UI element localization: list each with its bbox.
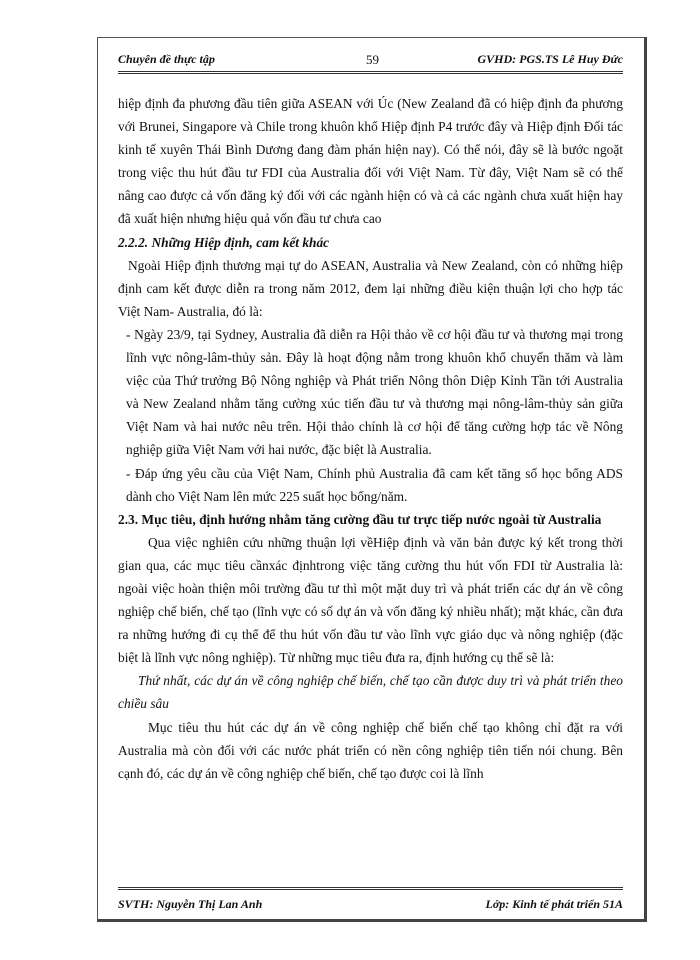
header-title: Chuyên đề thực tập <box>118 52 215 66</box>
page-footer <box>118 897 623 913</box>
bullet-sydney-workshop: - Ngày 23/9, tại Sydney, Australia đã diễn ra Hội thảo về cơ hội đầu tư và thương mại trong lĩnh vực nông-lâm-thủy sản. Đây là hoạt động nằm trong khuôn khổ chuyến thăm và làm việc của Thứ trưởng Bộ Nông nghiệp và Phát triển Nông thôn Diệp Kỉnh Tần tới Australia và New Zealand nhằm tăng cường xúc tiến đầu tư và thương mại nông-lâm-thủy sản giữa Việt Nam và hai nước nêu trên. Hội thảo chính là cơ hội để tăng cường hợp tác về Nông nghiệp giữa Việt Nam với hai nước, đặc biệt là Australia. <box>126 326 623 458</box>
bullet-ads-scholarship: - Đáp ứng yêu cầu của Việt Nam, Chính phủ Australia đã cam kết tăng số học bổng ADS dành cho Việt Nam lên mức 225 suất học bổng/năm. <box>126 465 623 504</box>
paragraph-intro: hiệp định đa phương đầu tiên giữa ASEAN với Úc (New Zealand đã có hiệp định đa phương với Brunei, Singapore và Chile trong khuôn khổ Hiệp định P4 trước đây và Hiệp định Đối tác kinh tế xuyên Thái Bình Dương đang đàm phán hiện nay). Có thể nói, đây sẽ là bước ngoặt trong việc thu hút đầu tư FDI của Australia đối với Việt Nam. Từ đây, Việt Nam sẽ có thể nâng cao được cả vốn đăng ký đối với các ngành hiện có và cả các ngành chưa xuất hiện hay đã xuất hiện nhưng hiệu quả vốn đầu tư chưa cao <box>118 96 623 227</box>
page-number: 59 <box>366 52 379 67</box>
header-divider <box>118 71 623 74</box>
footer-divider <box>118 887 623 890</box>
paragraph-processing-industry: Mục tiêu thu hút các dự án về công nghiệp chế biến chế tạo không chỉ đặt ra với Australia mà còn đối với các nước phát triển có nền công nghiệp tiên tiến nói chung. Bên cạnh đó, các dự án về công nghiệp chế biến, chế tạo được coi là lĩnh <box>118 719 623 781</box>
page-header <box>118 52 623 70</box>
footer-student: SVTH: Nguyễn Thị Lan Anh <box>118 897 263 911</box>
section-heading-2-3: 2.3. Mục tiêu, định hướng nhằm tăng cường đầu tư trực tiếp nước ngoài từ Australia <box>118 511 602 527</box>
document-body <box>118 92 623 785</box>
paragraph-objectives: Qua việc nghiên cứu những thuận lợi vềHiệp định và văn bản được ký kết trong thời gian qua, các mục tiêu cầnxác địnhtrong việc tăng cường thu hút vốn FDI từ Australia là: ngoài việc hoàn thiện môi trường đầu tư thì một mặt duy trì và phát triển các dự án về công nghiệp chế biến, chế tạo (lĩnh vực có số dự án và vốn đăng ký nhiều nhất); mặt khác, cần đưa ra những hướng đi cụ thể để thu hút vốn đầu tư vào lĩnh vực giáo dục và nông nghiệp (đặc biệt là lĩnh vực nông nghiệp). Từ những mục tiêu đưa ra, định hướng cụ thể sẽ là: <box>118 534 623 666</box>
footer-class: Lớp: Kinh tế phát triển 51A <box>485 897 623 911</box>
header-supervisor: GVHD: PGS.TS Lê Huy Đức <box>477 52 623 66</box>
paragraph-other-agreements: Ngoài Hiệp định thương mại tự do ASEAN, Australia và New Zealand, còn có những hiệp định cam kết được diễn ra trong năm 2012, đem lại những điều kiện thuận lợi cho hợp tác Việt Nam- Australia, đó là: <box>118 257 623 319</box>
section-heading-2-2-2: 2.2.2. Những Hiệp định, cam kết khác <box>118 234 330 250</box>
italic-heading-first: Thứ nhất, các dự án về công nghiệp chế biến, chế tạo cần được duy trì và phát triển theo chiều sâu <box>118 673 623 712</box>
